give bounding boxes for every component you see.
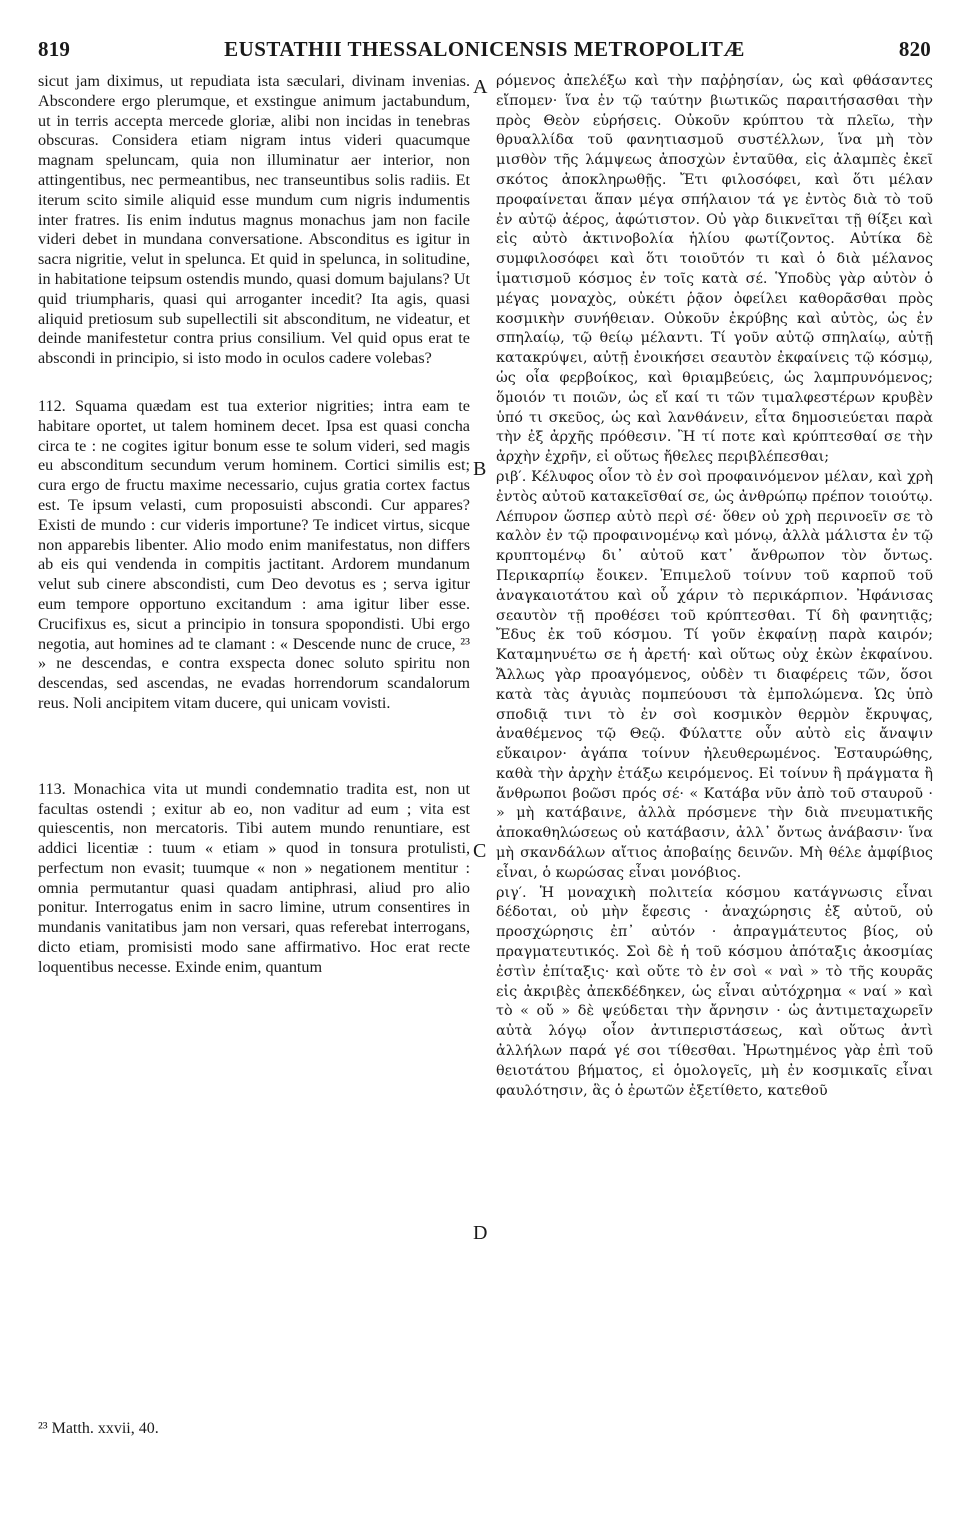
latin-paragraph-112: 112. Squama quædam est tua exterior nigrities; intra eam te habitare oportet, ut talem hominem decet. Ipsa est quasi concha circa te : ne cogites igitur bonum esse te solum videri, sed magis eu absconditum secundum verum hominem. Cortici similis est; cura ergo de fructu maxime necessario, cujus gratia cortex factus est. Te ipsum velasti, cum proposuisti abscondi. Cur appares? Existi de mundo : cur videris importune? Te indicet virtus, sicque non apparebis libenter. Alio modo enim manifestatus, non differs ab eis qui vendenda in compitis jactitant. Ardorem mundanum velut sub cinere abscondisti, cum Deo devotus es ; serva igitur eum tempore opportuno excitandum : ama igitur liber esse. Crucifixus es, sicut a principio in tonsura spopondisti. Ubi ergo negotia, aut homines ad te clamant : « Descende nunc de cruce, ²³ » ne descendas, e contra exspecta donec soluto spiritu non descendas, sed ascendas, ne evadas horrendorum scandalorum reus. Noli ancipitem vitam ducere, qui unicam vovisti. <box>38 396 470 712</box>
footnote: ²³ Matth. xxvii, 40. <box>38 1420 159 1437</box>
latin-column <box>38 72 470 978</box>
section-marker-a: A <box>473 76 488 98</box>
latin-paragraph-1: sicut jam diximus, ut repudiata ista sæculari, divinam invenias. Abscondere ergo plerumque, et exstingue animum jactabundum, ut in terris accepta mercede gloriæ, alibi non incidas in tenebras obscuras. Considera etiam nigram intus videri quacumque magnam speluncam, quia non illuminatur aer interior, non attingentibus, nec permeantibus, nec transeuntibus solis radiis. Et iterum scito simile aliquid esse mundum cum nigris indumentis inter fratres. Iis enim indutus magnus monachus jam non facile videri debet in mundana conversatione. Absconditus es igitur in sacra nigritie, velut in spelunca. Et quid in spelunca, in solitudine, in habitatione teipsum ostendis mundo, quasi domum bajulans? Ut quid triumpharis, quasi qui arroganter incedit? Ita agis, quasi aliquid pretiosum sub supellectili sit absconditum, ne videatur, et deinde manifestetur contra prius consilium. Vel quid opus erat te abscondi in principio, si isto modo in oculos cadere volebas? <box>38 72 470 368</box>
greek-paragraph-112: ριβ′. Κέλυφος οἷον τὸ ἐν σοὶ προφαινόμενον μέλαν, καὶ χρὴ ἐντὸς αὐτοῦ κατακεῖσθαί σε, ὡς ἀνθρώπῳ πρέπον τοιούτῳ. Λέπυρον ὥσπερ αὐτὸ περὶ σέ· ὅθεν οὐ χρὴ περινοεῖν σε τὸ καλὸν ἐν τῷ προφαινομένῳ καὶ μόνῳ, ἀλλὰ μάλιστα ἐν τῷ κρυπτομένῳ δι᾽ αὐτοῦ κατ᾽ ἄνθρωπον τὸν ὄντως. Περικαρπίῳ ἔοικεν. Ἐπιμελοῦ τοίνυν τοῦ καρποῦ τοῦ ἀναγκαιοτάτου καὶ οὗ χάριν τὸ περικάρπιον. Ἠφάνισας σεαυτὸν τῇ προθέσει τοῦ κρύπτεσθαι. Τί δὴ φανητιᾷς; Ἔδυς ἐκ τοῦ κόσμου. Τί γοῦν ἐκφαίνῃ παρὰ καιρόν; Καταμηνυέτω σε ἡ ἀρετή· καὶ οὕτως οὐχ ἑκὼν ἐκφαίνου. Ἄλλως γὰρ προαγόμενος, οὐδὲν τι διαφέρεις τῶν, ὅσοι κατὰ τὰς ἀγυιὰς πομπεύουσι τὰ ἐμπολώμενα. Ὡς ὑπὸ σποδιᾷ τινι τὸ ἐν σοὶ κοσμικὸν θερμὸν ἔκρυψας, ἀναθέμενος τῷ Θεῷ. Φύλαττε οὖν αὐτὸ εἰς ἄναψιν εὔκαιρον· ἀγάπα τοίνυν ἠλευθερωμένος. Ἐσταυρώθης, καθὰ τὴν ἀρχὴν ἐτάξω κειρόμενος. Εἰ τοίνυν ἢ πράγματα ἢ ἄνθρωποι βοῶσι πρός σέ· « Κατάβα νῦν ἀπὸ τοῦ σταυροῦ · » μὴ κατάβαινε, ἀλλὰ πρόσμενε τὴν διὰ πνευματικῆς ἀποκαθηλώσεως οὐ κατάβασιν, ἀλλ᾽ ὄντως ἀνάβασιν· ἵνα μὴ σκανδάλων αἴτιος ἀποβαίῃς δεινῶν. Μὴ θέλε ἀμφίβιος εἶναι, ὁ κωρώσας εἶναι μονόβιος. <box>496 468 933 881</box>
greek-paragraph-113: ριγ′. Ἡ μοναχικὴ πολιτεία κόσμου κατάγνωσις εἶναι δέδοται, οὐ μὴν ἔφεσις · ἀναχώρησις ἐξ αὐτοῦ, οὐ προσχώρησις ἐπ᾽ αὐτόν · ἀπραγμάτευτος βίος, οὐ πραγματευτικός. Σοὶ δὲ ἡ τοῦ κόσμου ἀπόταξις ἀκοσμίας ἐστὶν ἐπίταξις· καὶ οὔτε τὸ ἐν σοὶ « ναὶ » τὸ τῆς κουρᾶς εἰς ἀκριβὲς ἀπεκδέδηκεν, ὡς εἶναι αὐτόχρημα « ναί » καὶ τὸ « οὔ » δὲ ψεύδεται τὴν ἄρνησιν · ὡς ἀντιμεταχωρεῖν αὐτὰ λόγῳ οἷον ἀντιπεριστάσεως, καὶ οὕτως ἀντὶ ἀλλήλων παρά γέ σοι τίθεσθαι. Ἠρωτημένος γὰρ ἐπὶ τοῦ θειοτάτου βήματος, εἰ ὁμολογεῖς, μὴ ἐν κοσμικαῖς εἶναι φαυλότησιν, ἃς ὁ ἐρωτῶν ἐξετίθετο, κατεθοῦ <box>496 884 933 1099</box>
section-marker-d: D <box>473 1222 488 1244</box>
section-marker-c: C <box>473 840 487 862</box>
section-marker-b: B <box>473 458 487 480</box>
greek-column <box>496 72 933 1101</box>
page-header <box>38 34 931 64</box>
page-number-left: 819 <box>38 36 71 61</box>
page-number-right: 820 <box>898 36 931 61</box>
latin-paragraph-113: 113. Monachica vita ut mundi condemnatio tradita est, non ut facultas ostendi ; exitur ab eo, non vaditur ad eum ; vita est quiescentis, non mercatoris. Tibi autem mundo renuntiare, est addici licentiæ : tuum « etiam » quod in tonsura protulisti, perfectum non evasit; tuumque « non » negationem mentitur : omnia permutantur quasi quadam antiphrasi, aliud pro alio ponitur. Interrogatus enim in sacro limine, utrum consentires in mundanis vanitatibus jam non versari, quas referebat interrogans, dicto etiam, promisisti modo sane affirmativo. Hoc erat recte loquentibus necesse. Exinde enim, quantum <box>38 779 470 976</box>
greek-paragraph-1: ρόμενος ἀπελέξω καὶ τὴν παῤῥησίαν, ὡς καὶ φθάσαντες εἴπομεν· ἵνα ἐν τῷ ταύτην βιωτικῶς παραιτήσασθαι τὴν πρὸς Θεὸν εὑρήσεις. Οὐκοῦν κρύπτου τὰ πλεῖω, τὴν θρυαλλίδα τοῦ φανητιασμοῦ συστέλλων, ἵνα μὴ τὸν μισθὸν τῆς λάμψεως ἀποσχὼν ἐνταῦθα, εἰς ἀλαμπὲς ἐκεῖ σκότος ἀποκληρωθῇς. Ἔτι φιλοσόφει, καὶ ὅτι μέλαν προφαίνεται ἅπαν μέγα σπήλαιον τά γε ἐντὸς διὰ τὸ τοῦ ἐν αὐτῷ ἀέρος, ἀφώτιστον. Οὐ γὰρ διικνεῖται τῇ θίξει καὶ εἰς αὐτὸ ἀκτινοβολία ἡλίου φωτίζοντος. Αὐτίκα δὲ συμφιλοσόφει καὶ ὅτι τοιοῦτόν τι καὶ ὁ διὰ μέλανος ἱματισμοῦ κόσμος ἐν τοῖς κατὰ σέ. Ὑποδὺς γὰρ αὐτὸν ὁ μέγας μοναχὸς, οὐκέτι ῥᾷον ὀφείλει καθορᾶσθαι πρὸς κοσμικὴν συνήθειαν. Οὐκοῦν ἐκρύβης καὶ αὐτὸς, ὡς ἐν σπηλαίῳ, τῷ θείῳ μέλαντι. Τί γοῦν αὐτῷ σπηλαίῳ, αὐτῇ κατακρύψει, αὐτῇ ἐνοικήσει σεαυτὸν ἐκφαίνεις τῷ κόσμῳ, ὡς οἷα φερβοίκος, καὶ θριαμβεύεις, ὡς λαμπρυνόμενος; ὅμοιόν τι ποιῶν, ὡς εἴ καί τι τῶν τιμαλφεστέρων κρυβὲν ὑπό τι σκεῦος, ὡς καὶ λανθάνειν, εἶτα δημοσιεύεται παρὰ τὴν ἐξ ἀρχῆς πρόθεσιν. Ἢ τί ποτε καὶ κρύπτεσθαί σε τὴν ἀρχὴν ἐχρῆν, εἰ οὕτως ἤθελες περιβλέπεσθαι; <box>496 73 933 466</box>
running-title: EUSTATHII THESSALONICENSIS METROPOLITÆ <box>224 36 745 61</box>
